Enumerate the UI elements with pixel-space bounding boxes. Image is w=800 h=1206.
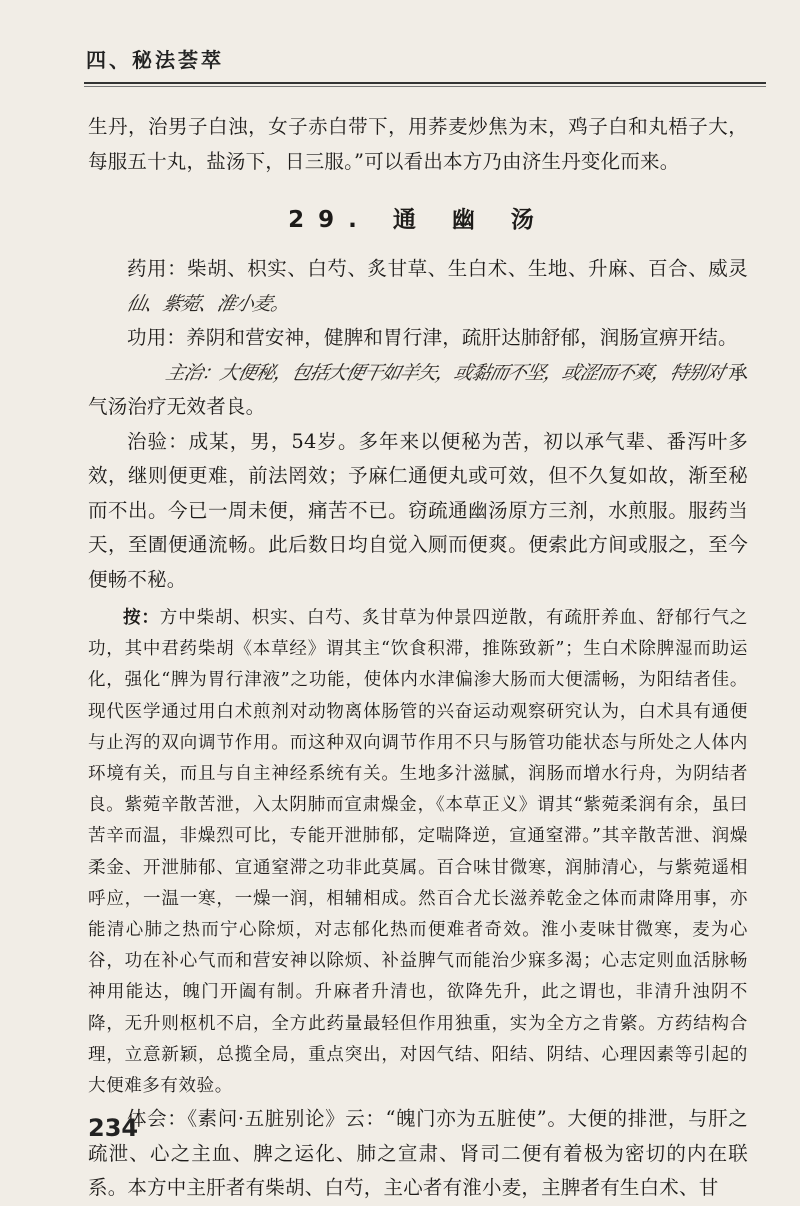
intro-paragraph: 生丹，治男子白浊，女子赤白带下，用荞麦炒焦为末，鸡子白和丸梧子大，每服五十丸，盐汤下，日三服。”可以看出本方乃由济生丹变化而来。 — [88, 115, 748, 173]
effect-paragraph — [88, 321, 748, 356]
running-header: 四、秘法荟萃 — [86, 48, 224, 72]
commentary-paragraph — [88, 603, 748, 1102]
ingredients-paragraph — [88, 252, 748, 321]
section-title: 29. 通 幽 汤 — [288, 207, 548, 233]
case-paragraph — [88, 425, 748, 598]
page-number: 234 — [88, 1114, 139, 1142]
indication-paragraph — [88, 356, 748, 425]
page-content — [88, 110, 748, 1206]
header-rule-thin — [84, 86, 766, 87]
indication-handwritten: 主治：大便秘，包括大便干如羊矢，或黏而不坚，或涩而不爽，特别对 — [163, 361, 727, 384]
experience-text: 《素问·五脏别论》云：“魄门亦为五脏使”。大便的排泄，与肝之疏泄、心之主血、脾之运化、肺之宣肃、肾司二便有着极为密切的内在联系。本方中主肝者有柴胡、白芍，主心者有淮小麦，主脾者有生白术、甘 — [88, 1107, 748, 1200]
ingredients-text: 柴胡、枳实、白芍、炙甘草、生白术、生地、升麻、百合、威灵 — [187, 257, 748, 280]
ingredients-label: 药用： — [127, 257, 188, 280]
commentary-text: 方中柴胡、枳实、白芍、炙甘草为仲景四逆散，有疏肝养血、舒郁行气之功，其中君药柴胡《本草经》谓其主“饮食积滞，推陈致新”；生白术除脾湿而助运化，强化“脾为胃行津液”之功能，使体内水津偏渗大肠而大便濡畅，为阳结者佳。现代医学通过用白术煎剂对动物离体肠管的兴奋运动观察研究认为，白术具有通便与止泻的双向调节作用。而这种双向调节作用不只与肠管功能状态与所处之人体内环境有关，而且与自主神经系统有关。生地多汁滋腻，润肠而增水行舟，为阴结者良。紫菀辛散苦泄，入太阴肺而宣肃燥金，《本草正义》谓其“紫菀柔润有余，虽曰苦辛而温，非燥烈可比，专能开泄肺郁，定喘降逆，宣通窒滞。”其辛散苦泄、润燥柔金、开泄肺郁、宣通窒滞之功非此莫属。百合味甘微寒，润肺清心，与紫菀遥相呼应，一温一寒，一燥一润，相辅相成。然百合尤长滋养乾金之体而肃降用事，亦能清心肺之热而宁心除烦，对志郁化热而便难者奇效。淮小麦味甘微寒，麦为心谷，功在补心气而和营安神以除烦、补益脾气而能治少寐多渴；心志定则血活脉畅神用能达，魄门开阖有制。升麻者升清也，欲降先升，此之谓也，非清升浊阴不降，无升则枢机不启，全方此药量最轻但作用独重，实为全方之肯綮。方药结构合理，立意新颖，总揽全局，重点突出，对因气结、阳结、阴结、心理因素等引起的大便难多有效验。 — [88, 608, 748, 1097]
case-text: 成某，男，54岁。多年来以便秘为苦，初以承气辈、番泻叶多效，继则便更难，前法罔效；予麻仁通便丸或可效，但不久复如故，渐至秘而不出。今已一周未便，痛苦不已。窃疏通幽汤原方三剂，水煎服。服药当天，至圊便通流畅。此后数日均自觉入厕而便爽。便索此方间或服之，至今便畅不秘。 — [88, 429, 748, 591]
indication-text: 承气汤治疗无效者良。 — [88, 360, 748, 418]
effect-text: 养阴和营安神，健脾和胃行津，疏肝达肺舒郁，润肠宣痹开结。 — [186, 326, 738, 349]
ingredients-handwritten: 仙、紫菀、淮小麦。 — [124, 292, 292, 315]
header-rule — [84, 82, 766, 84]
effect-label: 功用： — [127, 326, 187, 349]
case-label: 治验： — [127, 429, 189, 453]
experience-label: 体会： — [127, 1107, 188, 1131]
commentary-label: 按： — [123, 608, 160, 628]
experience-paragraph — [88, 1102, 748, 1206]
